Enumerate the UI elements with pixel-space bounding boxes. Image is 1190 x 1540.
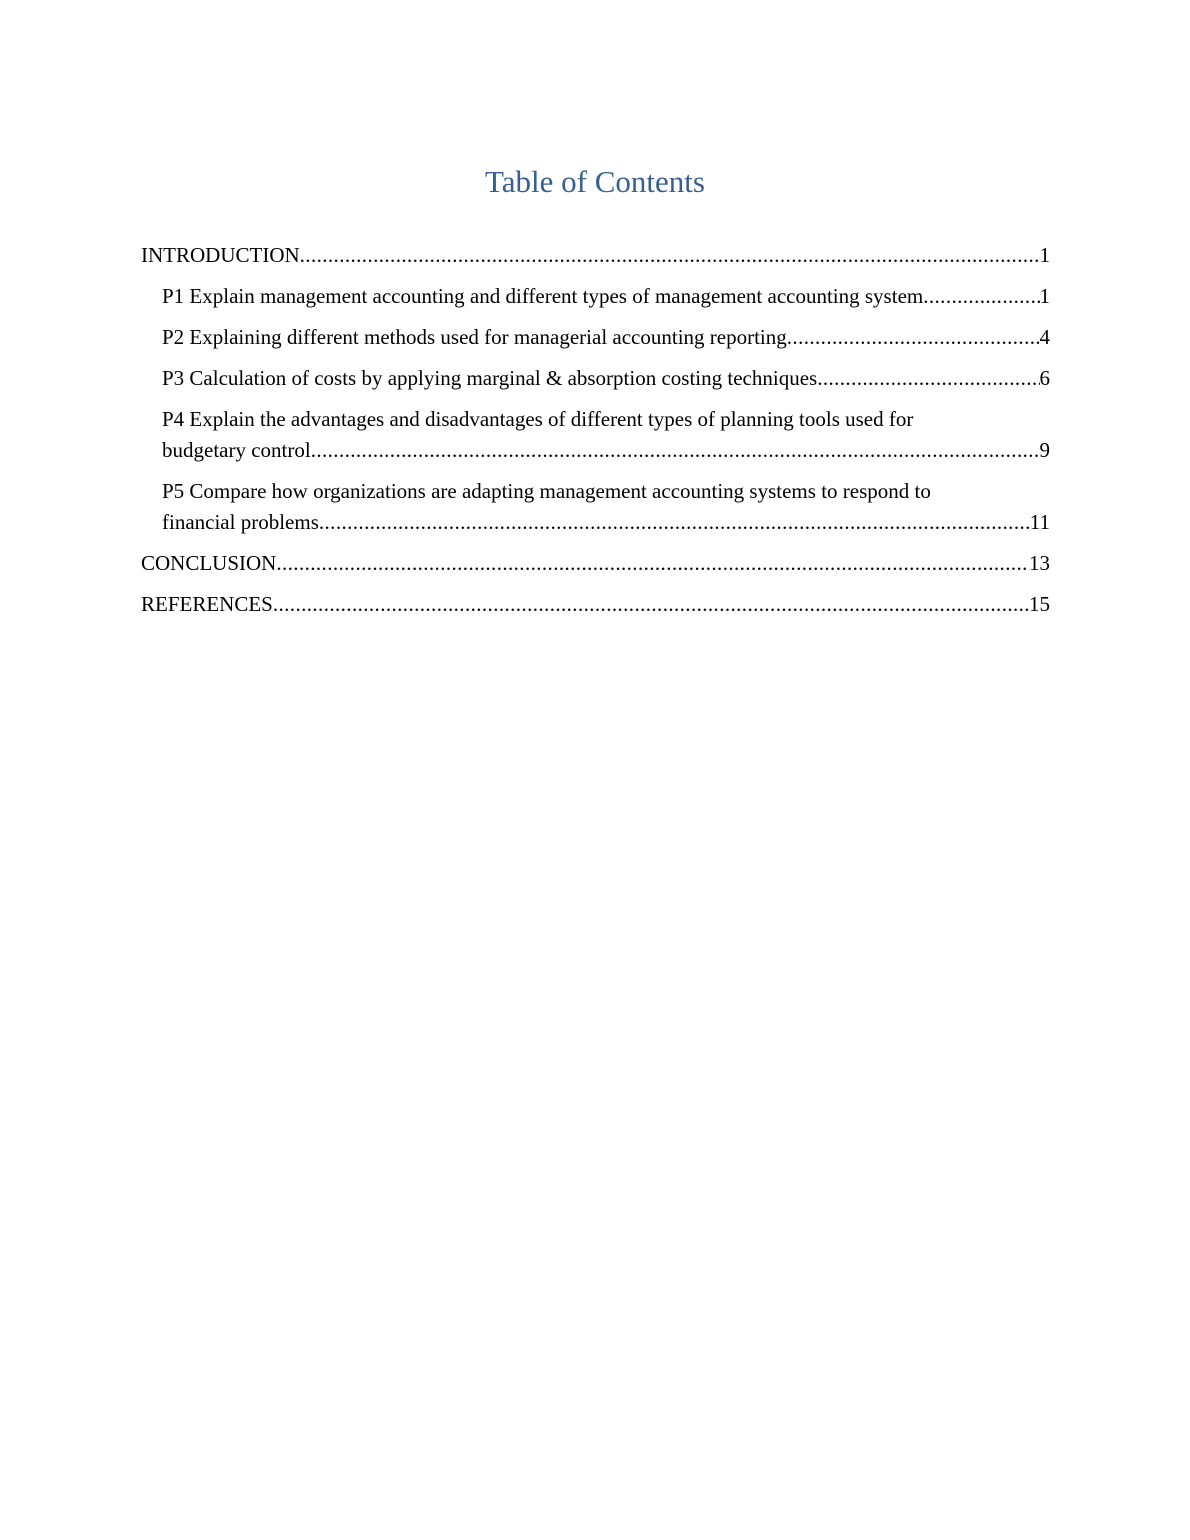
dot-leader bbox=[300, 240, 1040, 271]
toc-page-number: 4 bbox=[1039, 325, 1050, 349]
toc-page-number: 9 bbox=[1039, 438, 1050, 462]
dot-leader bbox=[787, 322, 1040, 353]
toc-entry-p3[interactable] bbox=[141, 363, 1050, 394]
toc-entry-label: P3 Calculation of costs by applying marginal & absorption costing techniques bbox=[162, 366, 818, 390]
table-of-contents bbox=[141, 240, 1050, 630]
toc-entry-references[interactable] bbox=[141, 589, 1050, 620]
toc-entry-label-line-1: P4 Explain the advantages and disadvantages of different types of planning tools used for bbox=[162, 407, 914, 431]
toc-page-number: 6 bbox=[1039, 366, 1050, 390]
toc-entry-label: P1 Explain management accounting and different types of management accounting system bbox=[162, 284, 924, 308]
toc-entry-label: budgetary control bbox=[162, 438, 311, 462]
toc-entry-conclusion[interactable] bbox=[141, 548, 1050, 579]
dot-leader bbox=[311, 435, 1040, 466]
dot-leader bbox=[319, 507, 1030, 538]
toc-entry-label-line-1: P5 Compare how organizations are adapting management accounting systems to respond to bbox=[162, 479, 931, 503]
dot-leader bbox=[923, 281, 1039, 312]
page-title: Table of Contents bbox=[485, 164, 705, 199]
toc-entry-p5[interactable] bbox=[141, 476, 1050, 538]
toc-entry-p2[interactable] bbox=[141, 322, 1050, 353]
toc-entry-label: CONCLUSION bbox=[141, 551, 277, 575]
toc-page-number: 1 bbox=[1039, 243, 1050, 267]
toc-entry-label: REFERENCES bbox=[141, 592, 273, 616]
toc-page-number: 1 bbox=[1039, 284, 1050, 308]
toc-page-number: 11 bbox=[1029, 510, 1050, 534]
dot-leader bbox=[273, 589, 1029, 620]
toc-page-number: 15 bbox=[1029, 592, 1050, 616]
toc-entry-p1[interactable] bbox=[141, 281, 1050, 312]
toc-entry-label: INTRODUCTION bbox=[141, 243, 300, 267]
toc-entry-label: P2 Explaining different methods used for managerial accounting reporting bbox=[162, 325, 787, 349]
toc-page-number: 13 bbox=[1029, 551, 1050, 575]
dot-leader bbox=[817, 363, 1039, 394]
toc-entry-p4[interactable] bbox=[141, 404, 1050, 466]
toc-entry-introduction[interactable] bbox=[141, 240, 1050, 271]
dot-leader bbox=[276, 548, 1029, 579]
toc-entry-label: financial problems bbox=[162, 510, 319, 534]
